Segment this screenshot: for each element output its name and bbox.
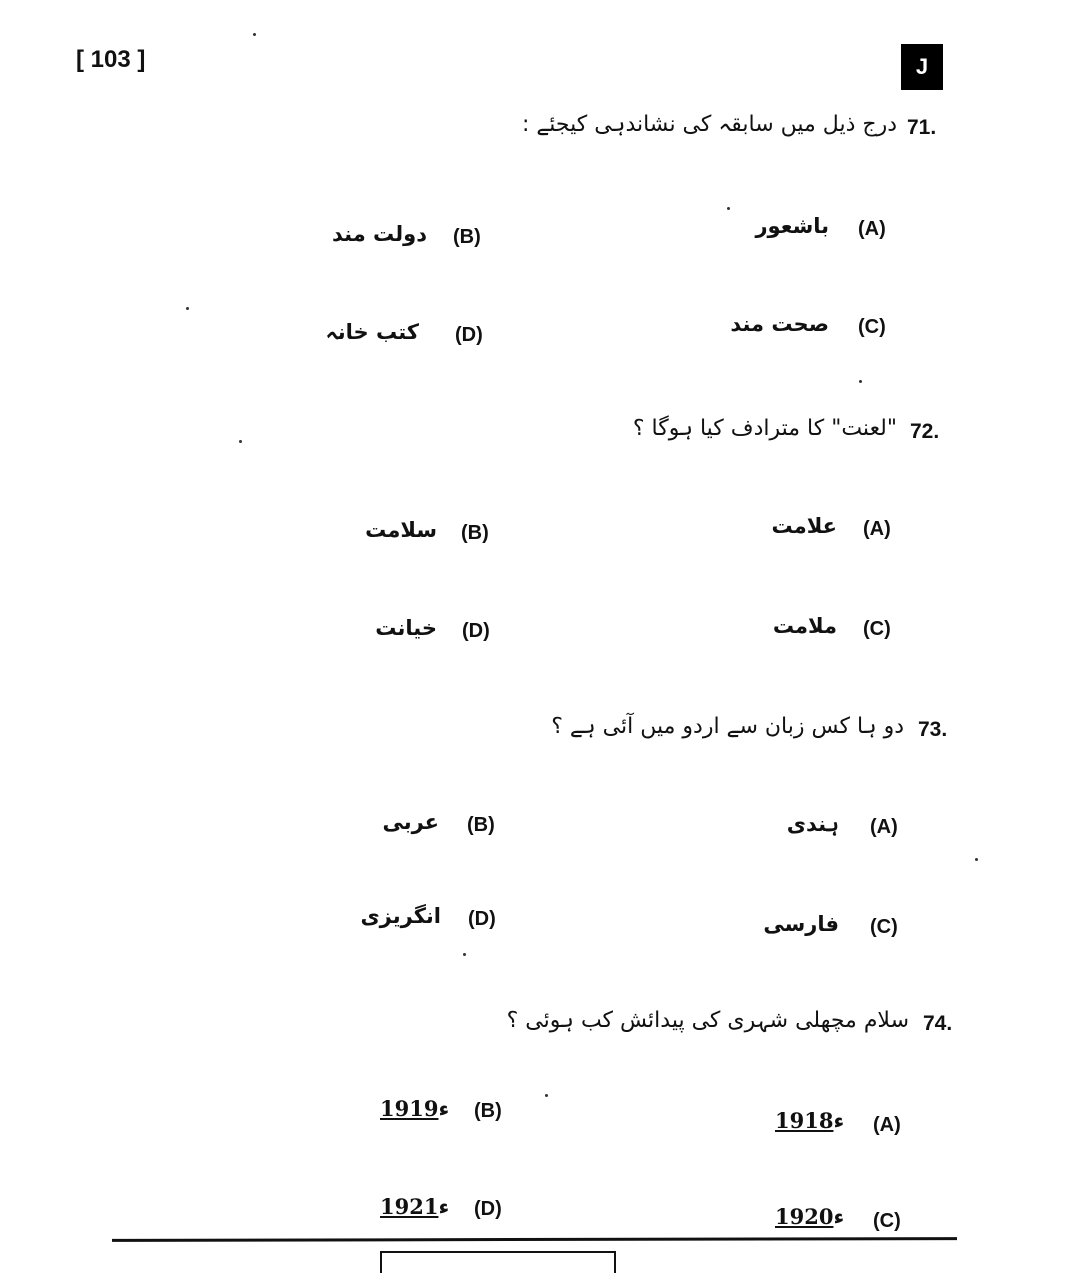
scan-speck	[253, 33, 256, 36]
year-value: 1921	[380, 1194, 439, 1219]
q73-option-b-text: عربی	[382, 810, 439, 834]
q71-option-a-label: (A)	[858, 218, 886, 240]
q72-option-b-text: سلامت	[365, 518, 437, 542]
page-number: [ 103 ]	[76, 46, 146, 73]
scan-speck	[186, 307, 189, 310]
era-suffix: ء	[438, 1195, 450, 1219]
q72-option-b-label: (B)	[461, 522, 489, 544]
q73-option-a-text: ہندی	[786, 812, 839, 836]
question-72-number: 72.	[910, 420, 940, 443]
era-suffix: ء	[833, 1109, 845, 1133]
q71-option-a-text: باشعور	[755, 214, 829, 238]
scan-speck	[463, 953, 466, 956]
q74-option-c-text	[775, 1204, 844, 1229]
q71-option-c-label: (C)	[858, 316, 886, 338]
question-73-text: دو ہا کس زبان سے اردو میں آئی ہے ؟	[551, 714, 904, 739]
q72-option-c-label: (C)	[863, 618, 891, 640]
q73-option-c-text: فارسی	[763, 912, 839, 936]
footer-box	[380, 1251, 616, 1273]
year-value: 1920	[775, 1204, 834, 1229]
q72-option-c-text: ملامت	[772, 614, 837, 638]
q73-option-d-label: (D)	[468, 908, 496, 930]
q71-option-c-text: صحت مند	[730, 312, 829, 336]
scan-speck	[239, 440, 242, 443]
q74-option-d-label: (D)	[474, 1198, 502, 1220]
scan-speck	[859, 380, 862, 383]
year-value: 1918	[775, 1108, 834, 1133]
q74-option-b-label: (B)	[474, 1100, 502, 1122]
q73-option-a-label: (A)	[870, 816, 898, 838]
q74-option-a-text	[775, 1108, 844, 1133]
q74-option-b-text	[380, 1096, 449, 1121]
question-71-number: 71.	[907, 116, 937, 139]
q71-option-d-text: کتب خانہ	[325, 320, 419, 344]
set-code-badge: J	[901, 44, 943, 90]
q73-option-b-label: (B)	[467, 814, 495, 836]
q74-option-d-text	[380, 1194, 449, 1219]
scan-speck	[975, 858, 978, 861]
question-74-text: سلام مچھلی شہری کی پیدائش کب ہوئی ؟	[506, 1008, 909, 1033]
q71-option-b-label: (B)	[453, 226, 481, 248]
footer-rule	[112, 1237, 957, 1242]
question-72-text: "لعنت" کا مترادف کیا ہوگا ؟	[632, 416, 897, 441]
q72-option-a-label: (A)	[863, 518, 891, 540]
q72-option-a-text: علامت	[771, 514, 837, 538]
scan-speck	[727, 207, 730, 210]
q74-option-c-label: (C)	[873, 1210, 901, 1232]
era-suffix: ء	[833, 1205, 845, 1229]
q71-option-d-label: (D)	[455, 324, 483, 346]
q73-option-d-text: انگریزی	[360, 904, 441, 928]
q72-option-d-label: (D)	[462, 620, 490, 642]
scan-speck	[545, 1094, 548, 1097]
q71-option-b-text: دولت مند	[332, 222, 427, 246]
q74-option-a-label: (A)	[873, 1114, 901, 1136]
question-74-number: 74.	[923, 1012, 953, 1035]
q72-option-d-text: خیانت	[375, 616, 437, 640]
question-73-number: 73.	[918, 718, 948, 741]
year-value: 1919	[380, 1096, 439, 1121]
era-suffix: ء	[438, 1097, 450, 1121]
question-71-text: درج ذیل میں سابقہ کی نشاندہی کیجئے :	[521, 112, 897, 137]
q73-option-c-label: (C)	[870, 916, 898, 938]
